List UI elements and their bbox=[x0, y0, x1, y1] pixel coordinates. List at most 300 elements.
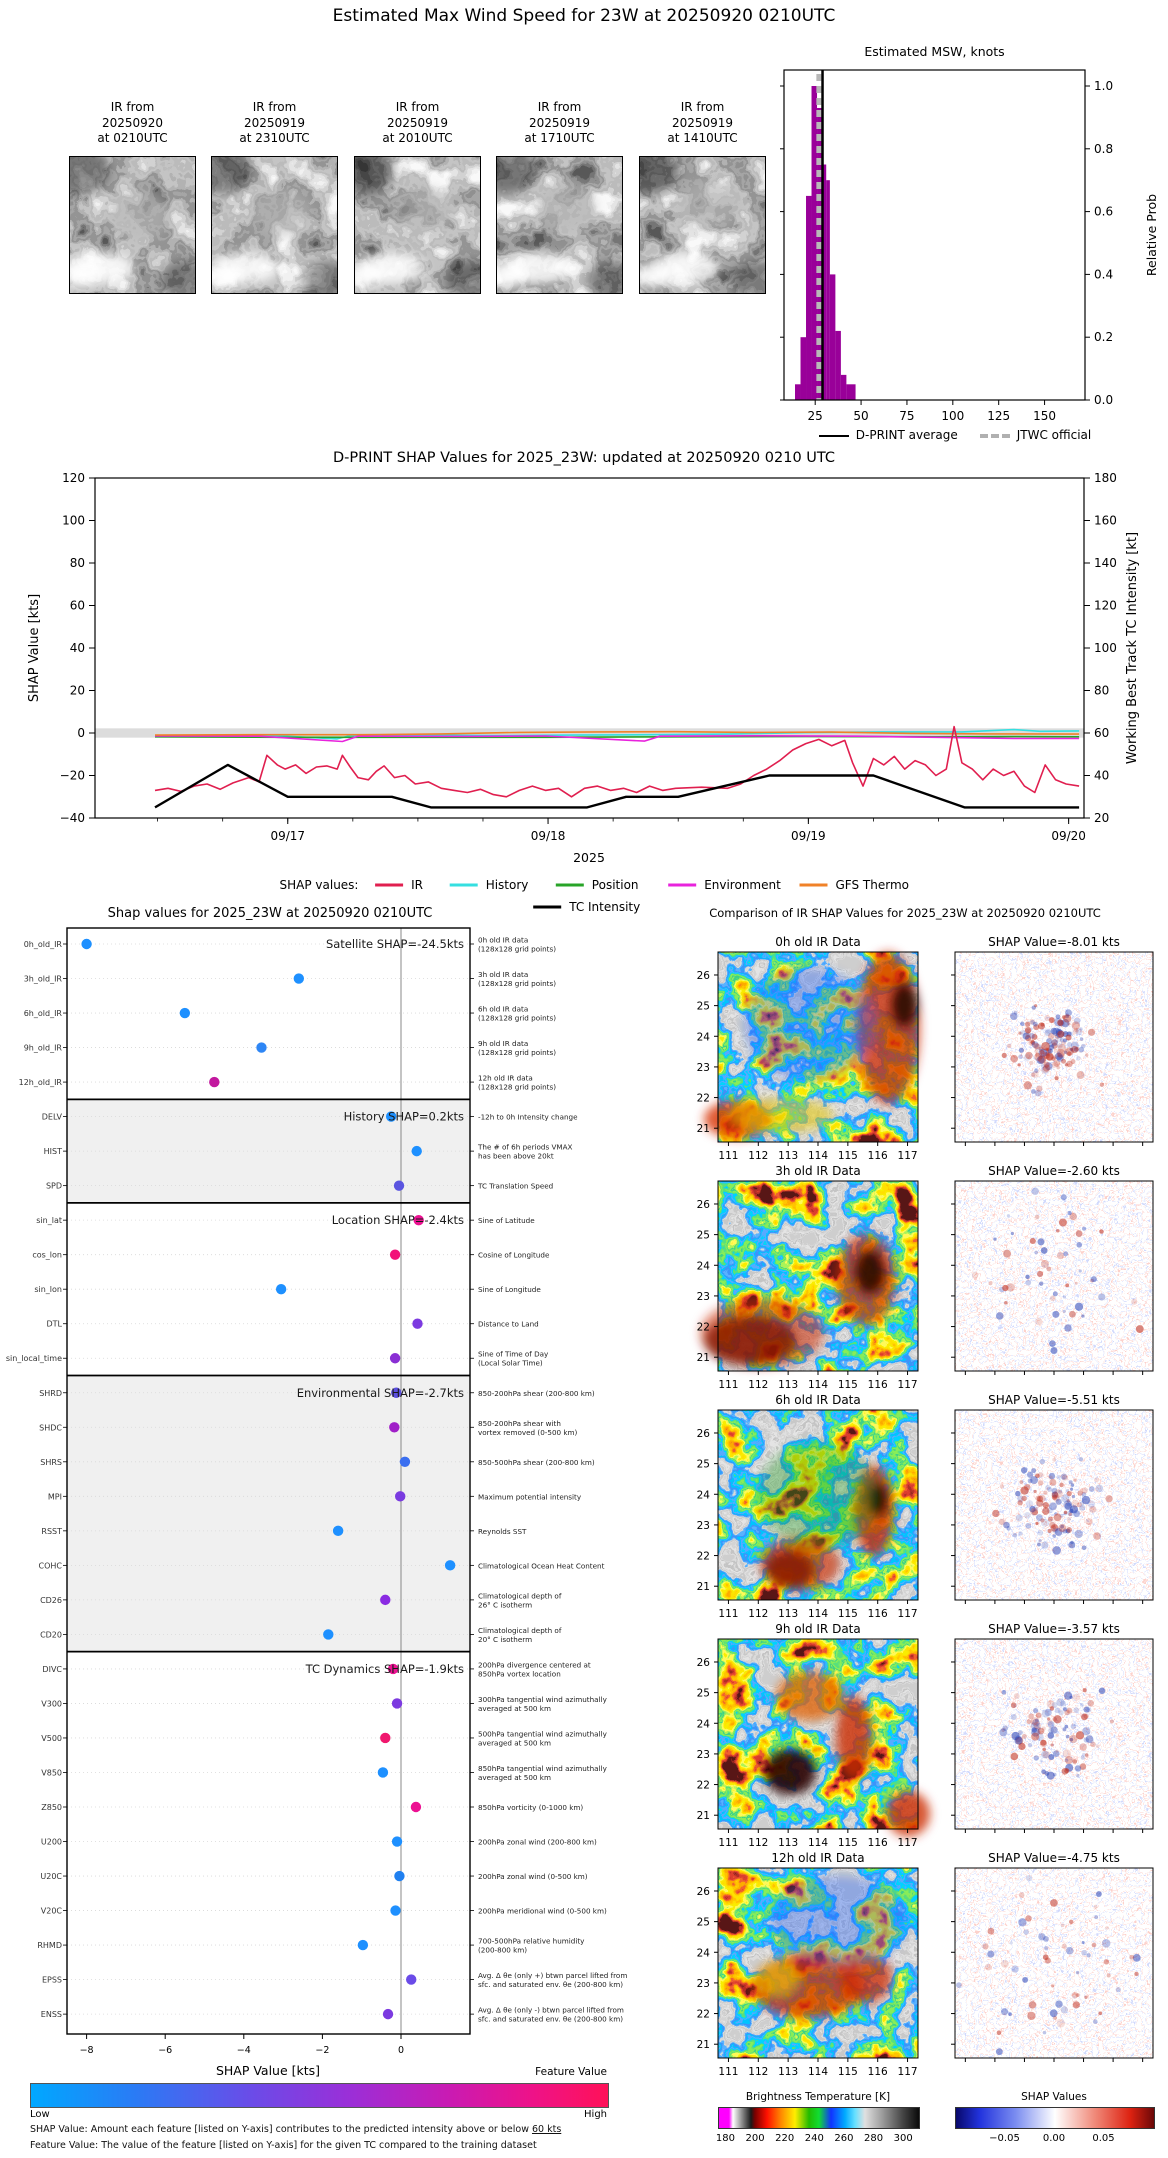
feature-description: (128x128 grid points) bbox=[478, 979, 557, 989]
lat-tick: 23 bbox=[696, 1977, 710, 1990]
feature-description: 850-200hPa shear with bbox=[478, 1418, 561, 1428]
timeseries-ytick-left: −40 bbox=[59, 811, 85, 825]
lon-tick: 117 bbox=[897, 1837, 918, 1849]
histogram-bar bbox=[841, 375, 847, 400]
histogram-ytick: 0.6 bbox=[1094, 204, 1114, 219]
feature-label: EPSS bbox=[41, 1975, 62, 1985]
timeseries-title: D-PRINT SHAP Values for 2025_23W: updated at 20250920 0210 UTC bbox=[332, 450, 836, 466]
histogram-bar bbox=[846, 384, 855, 400]
lat-tick: 24 bbox=[696, 1260, 710, 1273]
bt-colorbar-tick: 220 bbox=[775, 2133, 795, 2144]
shap-dot-EPSS bbox=[406, 1974, 416, 1984]
msw-histogram bbox=[742, 36, 1168, 428]
feature-description: (Local Solar Time) bbox=[478, 1358, 543, 1368]
ir-thumbnail-caption-line: at 0210UTC bbox=[97, 131, 168, 146]
lat-tick: 26 bbox=[696, 1885, 710, 1898]
shap-dot-SHDC bbox=[389, 1422, 399, 1432]
shap-dot-V850 bbox=[378, 1767, 388, 1777]
feature-description: 850-200hPa shear (200-800 km) bbox=[478, 1388, 595, 1398]
timeseries-ytick-right: 100 bbox=[1094, 641, 1117, 655]
lon-tick: 116 bbox=[867, 1379, 888, 1391]
feature-description: averaged at 500 km bbox=[478, 1772, 551, 1782]
ir-thumbnail-caption-line: at 1710UTC bbox=[524, 131, 595, 146]
lon-tick: 117 bbox=[897, 1608, 918, 1620]
ir-thumbnail-caption bbox=[496, 100, 623, 147]
feature-description: vortex removed (0-500 km) bbox=[478, 1427, 578, 1437]
timeseries-ytick-right: 140 bbox=[1094, 556, 1117, 570]
ir-thumbnail-caption-line: at 2010UTC bbox=[382, 131, 453, 146]
ir-data-map bbox=[696, 1868, 918, 2078]
feature-description: 300hPa tangential wind azimuthally bbox=[478, 1694, 607, 1704]
feature-description: Sine of Longitude bbox=[478, 1285, 541, 1295]
ir-map-title: 6h old IR Data bbox=[775, 1393, 861, 1407]
shap-dot-ENSS bbox=[383, 2009, 393, 2019]
histogram-xtick: 50 bbox=[853, 409, 869, 423]
shap-dot-3h_old_IR bbox=[294, 973, 304, 983]
shap-dot-cos_lon bbox=[390, 1249, 400, 1259]
feature-description: 9h old IR data bbox=[478, 1039, 529, 1049]
feature-description: Avg. Δ θe (only +) btwn parcel lifted from bbox=[478, 1971, 628, 1981]
shap-map-title: SHAP Value=-3.57 kts bbox=[988, 1622, 1120, 1636]
ir-thumbnail-caption-line: IR from bbox=[680, 100, 725, 114]
histogram-legend-item bbox=[980, 428, 1092, 442]
shap-map-title: SHAP Value=-4.75 kts bbox=[988, 1851, 1120, 1865]
feature-description: Climatological depth of bbox=[478, 1625, 562, 1635]
shap-timeseries bbox=[0, 448, 1168, 914]
feature-description: Climatological depth of bbox=[478, 1591, 562, 1601]
timeseries-legend-label: GFS Thermo bbox=[835, 878, 909, 892]
lat-tick: 25 bbox=[696, 1916, 710, 1929]
timeseries-ytick-right: 40 bbox=[1094, 768, 1110, 783]
shap-map-title: SHAP Value=-5.51 kts bbox=[988, 1393, 1120, 1407]
shap-dotplot bbox=[0, 895, 700, 2085]
ir-thumbnail bbox=[69, 100, 196, 294]
histogram-ytick: 0.2 bbox=[1094, 330, 1114, 345]
lon-tick: 115 bbox=[837, 2066, 858, 2078]
feature-description: (200-800 km) bbox=[478, 1945, 528, 1955]
lon-tick: 111 bbox=[718, 1379, 739, 1391]
feature-label: V850 bbox=[41, 1768, 62, 1778]
group-band bbox=[67, 1376, 470, 1652]
ir-thumbnail-caption-line: 20250919 bbox=[671, 115, 734, 130]
feature-description: 200hPa meridional wind (0-500 km) bbox=[478, 1906, 607, 1916]
dotplot-xtick: −6 bbox=[158, 2045, 173, 2056]
lon-tick: 112 bbox=[748, 1837, 769, 1849]
feature-description: Reynolds SST bbox=[478, 1526, 527, 1536]
feature-description: 12h old IR data bbox=[478, 1073, 533, 1083]
feature-label: sin_lat bbox=[36, 1216, 62, 1226]
histogram-ytick: 1.0 bbox=[1094, 79, 1114, 93]
timeseries-ytick-left: 0 bbox=[77, 726, 85, 740]
feature-label: COHC bbox=[38, 1561, 62, 1571]
shap-map-title: SHAP Value=-8.01 kts bbox=[988, 935, 1120, 949]
shap-dot-6h_old_IR bbox=[180, 1008, 190, 1018]
lat-tick: 24 bbox=[696, 1718, 710, 1731]
dotplot-xtick: 0 bbox=[397, 2045, 405, 2056]
lon-tick: 113 bbox=[778, 1150, 799, 1162]
lat-tick: 24 bbox=[696, 1489, 710, 1502]
feature-description: 850hPa tangential wind azimuthally bbox=[478, 1763, 607, 1773]
feature-description: The # of 6h periods VMAX bbox=[478, 1142, 573, 1152]
ir-data-map bbox=[696, 952, 918, 1162]
histogram-legend-label: D-PRINT average bbox=[855, 428, 958, 442]
feature-label: U20C bbox=[40, 1872, 62, 1882]
feature-label: Z850 bbox=[41, 1803, 62, 1812]
histogram-ytick: 0.0 bbox=[1094, 393, 1114, 407]
lat-tick: 26 bbox=[696, 1656, 710, 1669]
ir-thumbnail-caption bbox=[354, 100, 481, 147]
msw-histogram-legend bbox=[742, 428, 1168, 442]
timeseries-xtick: 09/20 bbox=[1051, 829, 1086, 843]
lon-tick: 117 bbox=[897, 2066, 918, 2078]
shap-dot-COHC bbox=[445, 1560, 455, 1570]
feature-description: Sine of Latitude bbox=[478, 1216, 535, 1226]
feature-label: V300 bbox=[41, 1699, 62, 1709]
feature-label: cos_lon bbox=[32, 1250, 62, 1260]
lon-tick: 112 bbox=[748, 1608, 769, 1620]
lat-tick: 25 bbox=[696, 1458, 710, 1471]
feature-label: 9h_old_IR bbox=[23, 1043, 62, 1053]
feature-description: 26° C isotherm bbox=[478, 1600, 533, 1610]
feature-label: RHMD bbox=[37, 1941, 62, 1951]
lon-tick: 114 bbox=[807, 1379, 829, 1391]
ir-thumbnail-caption-line: at 1410UTC bbox=[667, 131, 738, 146]
ir-thumbnail-caption bbox=[69, 100, 196, 147]
figure-title: Estimated Max Wind Speed for 23W at 20250920 0210UTC bbox=[332, 6, 836, 26]
feature-label: CD20 bbox=[40, 1630, 62, 1640]
bt-colorbar-tick: 200 bbox=[745, 2133, 765, 2144]
group-shap-label: Satellite SHAP=-24.5kts bbox=[325, 937, 464, 951]
feature-label: MPI bbox=[47, 1492, 62, 1502]
lat-tick: 25 bbox=[696, 1000, 710, 1013]
shap-dot-MPI bbox=[395, 1491, 405, 1501]
group-shap-label: TC Dynamics SHAP=-1.9kts bbox=[305, 1661, 464, 1676]
feature-description: (128x128 grid points) bbox=[478, 1082, 557, 1092]
feature-description: (128x128 grid points) bbox=[478, 944, 557, 954]
ir-thumbnail-caption-line: IR from bbox=[537, 100, 582, 114]
shap-dot-RHMD bbox=[358, 1940, 368, 1950]
lon-tick: 114 bbox=[807, 2066, 829, 2078]
shap-dot-V300 bbox=[392, 1698, 402, 1708]
timeseries-ytick-right: 180 bbox=[1094, 471, 1117, 485]
feature-description: Climatological Ocean Heat Content bbox=[478, 1561, 605, 1571]
feature-value-colorbar bbox=[30, 2083, 609, 2108]
ir-thumbnail-caption-line: 20250919 bbox=[386, 115, 449, 130]
lon-tick: 116 bbox=[867, 1608, 888, 1620]
feature-value-low-label: Low bbox=[30, 2109, 50, 2120]
dotplot-xtick: −2 bbox=[315, 2045, 330, 2056]
histogram-title: Estimated MSW, knots bbox=[864, 44, 1005, 59]
shap-dot-SHRS bbox=[400, 1457, 410, 1467]
timeseries-ytick-left: 40 bbox=[69, 641, 85, 655]
feature-description: 700-500hPa relative humidity bbox=[478, 1936, 585, 1946]
lat-tick: 23 bbox=[696, 1290, 710, 1303]
lon-tick: 114 bbox=[807, 1837, 829, 1849]
timeseries-ytick-left: 100 bbox=[62, 513, 85, 528]
ir-map-title: 9h old IR Data bbox=[775, 1622, 861, 1636]
shap-dot-U20C bbox=[394, 1871, 404, 1881]
feature-label: DTL bbox=[46, 1319, 62, 1329]
lon-tick: 112 bbox=[748, 2066, 769, 2078]
feature-description: 200hPa zonal wind (0-500 km) bbox=[478, 1872, 588, 1882]
histogram-bar bbox=[812, 86, 818, 400]
feature-description: averaged at 500 km bbox=[478, 1738, 551, 1748]
ir-data-map bbox=[696, 1410, 918, 1620]
lat-tick: 23 bbox=[696, 1061, 710, 1074]
feature-label: 6h_old_IR bbox=[23, 1009, 62, 1019]
bt-colorbar-tick: 240 bbox=[804, 2133, 824, 2144]
ir-thumbnail-caption-line: 20250919 bbox=[243, 115, 306, 130]
ir-thumbnail-caption-line: at 2310UTC bbox=[239, 131, 310, 146]
shap-dot-12h_old_IR bbox=[209, 1077, 219, 1087]
shap-dot-V500 bbox=[380, 1733, 390, 1743]
feature-label: SHRS bbox=[40, 1457, 62, 1467]
lat-tick: 26 bbox=[696, 1198, 710, 1211]
timeseries-legend-label: History bbox=[485, 878, 529, 892]
shap-map-title: SHAP Value=-2.60 kts bbox=[988, 1164, 1120, 1178]
lon-tick: 113 bbox=[778, 2066, 799, 2078]
feature-label: DIVC bbox=[42, 1664, 62, 1674]
lat-tick: 22 bbox=[696, 1550, 710, 1563]
feature-description: Maximum potential intensity bbox=[478, 1492, 582, 1502]
histogram-bar bbox=[826, 180, 830, 400]
histogram-bar bbox=[835, 331, 841, 400]
shap-dot-sin_local_time bbox=[390, 1353, 400, 1363]
feature-description: averaged at 500 km bbox=[478, 1703, 551, 1713]
histogram-bar bbox=[795, 384, 801, 400]
histogram-legend-label: JTWC official bbox=[1016, 428, 1092, 442]
histogram-ytick: 0.4 bbox=[1094, 267, 1114, 282]
ir-map-title: 12h old IR Data bbox=[771, 1851, 865, 1865]
lon-tick: 115 bbox=[837, 1608, 858, 1620]
feature-description: 0h old IR data bbox=[478, 935, 529, 945]
feature-description: sfc. and saturated env. θe (200-800 km) bbox=[478, 2014, 624, 2024]
shap-colorbar-tick: −0.05 bbox=[989, 2133, 1020, 2144]
group-shap-label: History SHAP=0.2kts bbox=[343, 1109, 464, 1124]
feature-label: SHDC bbox=[39, 1423, 62, 1433]
dotplot-xtick: −4 bbox=[236, 2045, 251, 2056]
histogram-xtick: 25 bbox=[807, 409, 823, 423]
dotplot-xlabel: SHAP Value [kts] bbox=[215, 2063, 321, 2078]
ir-thumbnail-caption-line: 20250919 bbox=[528, 115, 591, 130]
timeseries-xtick: 09/17 bbox=[270, 829, 306, 843]
histogram-legend-item bbox=[819, 428, 958, 442]
lon-tick: 117 bbox=[897, 1379, 918, 1391]
ir-thumbnail-caption bbox=[211, 100, 338, 147]
lon-tick: 115 bbox=[837, 1150, 858, 1162]
timeseries-ytick-right: 80 bbox=[1094, 683, 1110, 698]
feature-description: 850hPa vortex location bbox=[478, 1669, 561, 1679]
feature-description: 20° C isotherm bbox=[478, 1634, 533, 1644]
feature-description: has been above 20kt bbox=[478, 1151, 554, 1161]
timeseries-ytick-right: 160 bbox=[1094, 513, 1117, 528]
series-tc-intensity bbox=[155, 765, 1079, 808]
ir-thumbnail-image bbox=[354, 156, 481, 294]
bt-colorbar-tick: 280 bbox=[864, 2133, 884, 2144]
lon-tick: 112 bbox=[748, 1379, 769, 1391]
histogram-xtick: 125 bbox=[987, 409, 1011, 423]
feature-description: Cosine of Longitude bbox=[478, 1250, 550, 1260]
histogram-bar bbox=[806, 196, 812, 400]
timeseries-xlabel: 2025 bbox=[573, 850, 605, 865]
shap-dot-SPD bbox=[394, 1180, 404, 1190]
timeseries-legend-label: Environment bbox=[704, 878, 781, 892]
lat-tick: 22 bbox=[696, 1779, 710, 1792]
feature-description: (128x128 grid points) bbox=[478, 1048, 557, 1058]
group-shap-label: Location SHAP=-2.4kts bbox=[331, 1213, 464, 1228]
feature-description: Avg. Δ θe (only -) btwn parcel lifted from bbox=[478, 2005, 624, 2015]
shap-value-map bbox=[955, 1639, 1153, 1829]
timeseries-ytick-left: 20 bbox=[69, 683, 85, 698]
shap-values-colorbar-title: SHAP Values bbox=[1021, 2091, 1087, 2103]
lat-tick: 23 bbox=[696, 1519, 710, 1532]
timeseries-ytick-right: 60 bbox=[1094, 726, 1110, 740]
feature-label: ENSS bbox=[40, 2010, 62, 2020]
lon-tick: 116 bbox=[867, 1150, 888, 1162]
feature-label: SHRD bbox=[39, 1388, 62, 1398]
feature-description: TC Translation Speed bbox=[478, 1181, 554, 1191]
ir-thumbnail-image bbox=[496, 156, 623, 294]
dotplot-xtick: −8 bbox=[79, 2045, 94, 2056]
feature-label: V20C bbox=[40, 1906, 62, 1916]
ir-thumbnail-caption-line: IR from bbox=[110, 100, 155, 114]
ir-map-title: 0h old IR Data bbox=[775, 935, 861, 949]
ir-map-title: 3h old IR Data bbox=[775, 1164, 861, 1178]
ir-data-map bbox=[696, 1181, 918, 1391]
lat-tick: 25 bbox=[696, 1229, 710, 1242]
lon-tick: 114 bbox=[807, 1150, 829, 1162]
lon-tick: 111 bbox=[718, 1608, 739, 1620]
histogram-xtick: 75 bbox=[899, 409, 915, 423]
shap-dot-RSST bbox=[333, 1526, 343, 1536]
feature-description: 6h old IR data bbox=[478, 1004, 529, 1014]
lat-tick: 24 bbox=[696, 1031, 710, 1044]
brightness-temperature-colorbar bbox=[718, 2107, 920, 2129]
shap-values-colorbar bbox=[955, 2107, 1155, 2129]
feature-description: 3h old IR data bbox=[478, 970, 529, 980]
solid-line-swatch bbox=[819, 435, 849, 437]
lon-tick: 113 bbox=[778, 1837, 799, 1849]
lon-tick: 111 bbox=[718, 1150, 739, 1162]
shap-colorbar-tick: 0.00 bbox=[1042, 2133, 1066, 2144]
timeseries-xtick: 09/18 bbox=[530, 829, 566, 843]
feature-label: DELV bbox=[41, 1112, 62, 1122]
histogram-ytick: 0.8 bbox=[1094, 141, 1114, 156]
shap-dot-V20C bbox=[390, 1905, 400, 1915]
lon-tick: 113 bbox=[778, 1608, 799, 1620]
lon-tick: 117 bbox=[897, 1150, 918, 1162]
lon-tick: 114 bbox=[807, 1608, 829, 1620]
feature-description: (128x128 grid points) bbox=[478, 1013, 557, 1023]
feature-description: 200hPa divergence centered at bbox=[478, 1660, 591, 1670]
timeseries-legend-label: Position bbox=[591, 878, 639, 892]
shap-dot-9h_old_IR bbox=[256, 1042, 266, 1052]
dashed-line-swatch bbox=[980, 434, 1010, 438]
ir-thumbnail bbox=[496, 100, 623, 294]
ir-thumbnail-image bbox=[69, 156, 196, 294]
feature-label: sin_lon bbox=[34, 1285, 62, 1295]
feature-label: CD26 bbox=[40, 1595, 62, 1605]
feature-label: RSST bbox=[41, 1526, 62, 1536]
feature-description: Sine of Time of Day bbox=[478, 1349, 549, 1359]
feature-description: -12h to 0h Intensity change bbox=[478, 1112, 578, 1122]
feature-description: sfc. and saturated env. θe (200-800 km) bbox=[478, 1980, 624, 1990]
lon-tick: 113 bbox=[778, 1379, 799, 1391]
lon-tick: 115 bbox=[837, 1837, 858, 1849]
lon-tick: 111 bbox=[718, 2066, 739, 2078]
histogram-xtick: 150 bbox=[1033, 409, 1057, 423]
feature-value-colorbar-label: Feature Value bbox=[535, 2066, 607, 2078]
timeseries-ytick-left: −20 bbox=[59, 768, 85, 783]
footnote-shap-prefix: SHAP Value: Amount each feature [listed on Y-axis] contributes to the predicted intensity above or below bbox=[30, 2124, 532, 2135]
timeseries-ylabel-right: Working Best Track TC Intensity [kt] bbox=[1125, 531, 1140, 765]
timeseries-ytick-left: 60 bbox=[69, 598, 85, 613]
shap-colorbar-tick: 0.05 bbox=[1092, 2133, 1115, 2144]
footnote-shap-value bbox=[30, 2124, 561, 2135]
shap-dot-Z850 bbox=[411, 1802, 421, 1812]
feature-description: Distance to Land bbox=[478, 1319, 539, 1329]
timeseries-legend-prefix: SHAP values: bbox=[279, 878, 359, 892]
ir-thumbnail bbox=[354, 100, 481, 294]
lat-tick: 21 bbox=[696, 1352, 710, 1365]
lat-tick: 21 bbox=[696, 1581, 710, 1594]
lat-tick: 22 bbox=[696, 1092, 710, 1105]
shap-dot-U200 bbox=[392, 1836, 402, 1846]
lat-tick: 26 bbox=[696, 969, 710, 982]
feature-label: sin_local_time bbox=[5, 1354, 62, 1364]
timeseries-ytick-left: 80 bbox=[69, 556, 85, 570]
lon-tick: 116 bbox=[867, 1837, 888, 1849]
feature-value-high-label: High bbox=[584, 2109, 607, 2120]
lat-tick: 21 bbox=[696, 1810, 710, 1823]
ir-thumbnail bbox=[211, 100, 338, 294]
ir-thumbnail-caption-line: 20250920 bbox=[101, 115, 164, 130]
lon-tick: 116 bbox=[867, 2066, 888, 2078]
timeseries-ylabel-left: SHAP Value [kts] bbox=[27, 593, 42, 703]
feature-description: 850-500hPa shear (200-800 km) bbox=[478, 1457, 595, 1467]
feature-label: V500 bbox=[41, 1733, 62, 1743]
lon-tick: 115 bbox=[837, 1379, 858, 1391]
timeseries-legend-label: TC Intensity bbox=[569, 900, 641, 914]
feature-description: 200hPa zonal wind (200-800 km) bbox=[478, 1837, 597, 1847]
feature-label: HIST bbox=[43, 1147, 62, 1157]
timeseries-ytick-right: 120 bbox=[1094, 598, 1117, 613]
histogram-bar bbox=[801, 337, 807, 400]
brightness-temperature-colorbar-title: Brightness Temperature [K] bbox=[745, 2091, 891, 2103]
dotplot-title: Shap values for 2025_23W at 20250920 0210UTC bbox=[107, 906, 433, 921]
footnote-feature-value: Feature Value: The value of the feature [listed on Y-axis] for the given TC compared to the training dataset bbox=[30, 2140, 537, 2151]
shap-dot-DTL bbox=[412, 1319, 422, 1329]
lon-tick: 112 bbox=[748, 1150, 769, 1162]
timeseries-ytick-right: 20 bbox=[1094, 811, 1110, 825]
feature-label: 0h_old_IR bbox=[23, 940, 62, 949]
shap-dot-HIST bbox=[412, 1146, 422, 1156]
shap-value-map bbox=[955, 1410, 1153, 1600]
feature-description: 500hPa tangential wind azimuthally bbox=[478, 1729, 607, 1739]
shap-value-map bbox=[955, 1868, 1153, 2058]
lat-tick: 23 bbox=[696, 1748, 710, 1761]
ir-shap-comparison bbox=[640, 895, 1168, 2158]
shap-value-map bbox=[955, 952, 1153, 1142]
feature-label: 12h_old_IR bbox=[18, 1078, 62, 1088]
feature-label: SPD bbox=[45, 1181, 62, 1191]
timeseries-xtick: 09/19 bbox=[791, 829, 826, 843]
lon-tick: 111 bbox=[718, 1837, 739, 1849]
bt-colorbar-tick: 180 bbox=[715, 2133, 735, 2144]
comparison-title: Comparison of IR SHAP Values for 2025_23W at 20250920 0210UTC bbox=[709, 906, 1101, 920]
feature-description: 850hPa vorticity (0-1000 km) bbox=[478, 1803, 584, 1812]
shap-dot-CD20 bbox=[323, 1629, 333, 1639]
